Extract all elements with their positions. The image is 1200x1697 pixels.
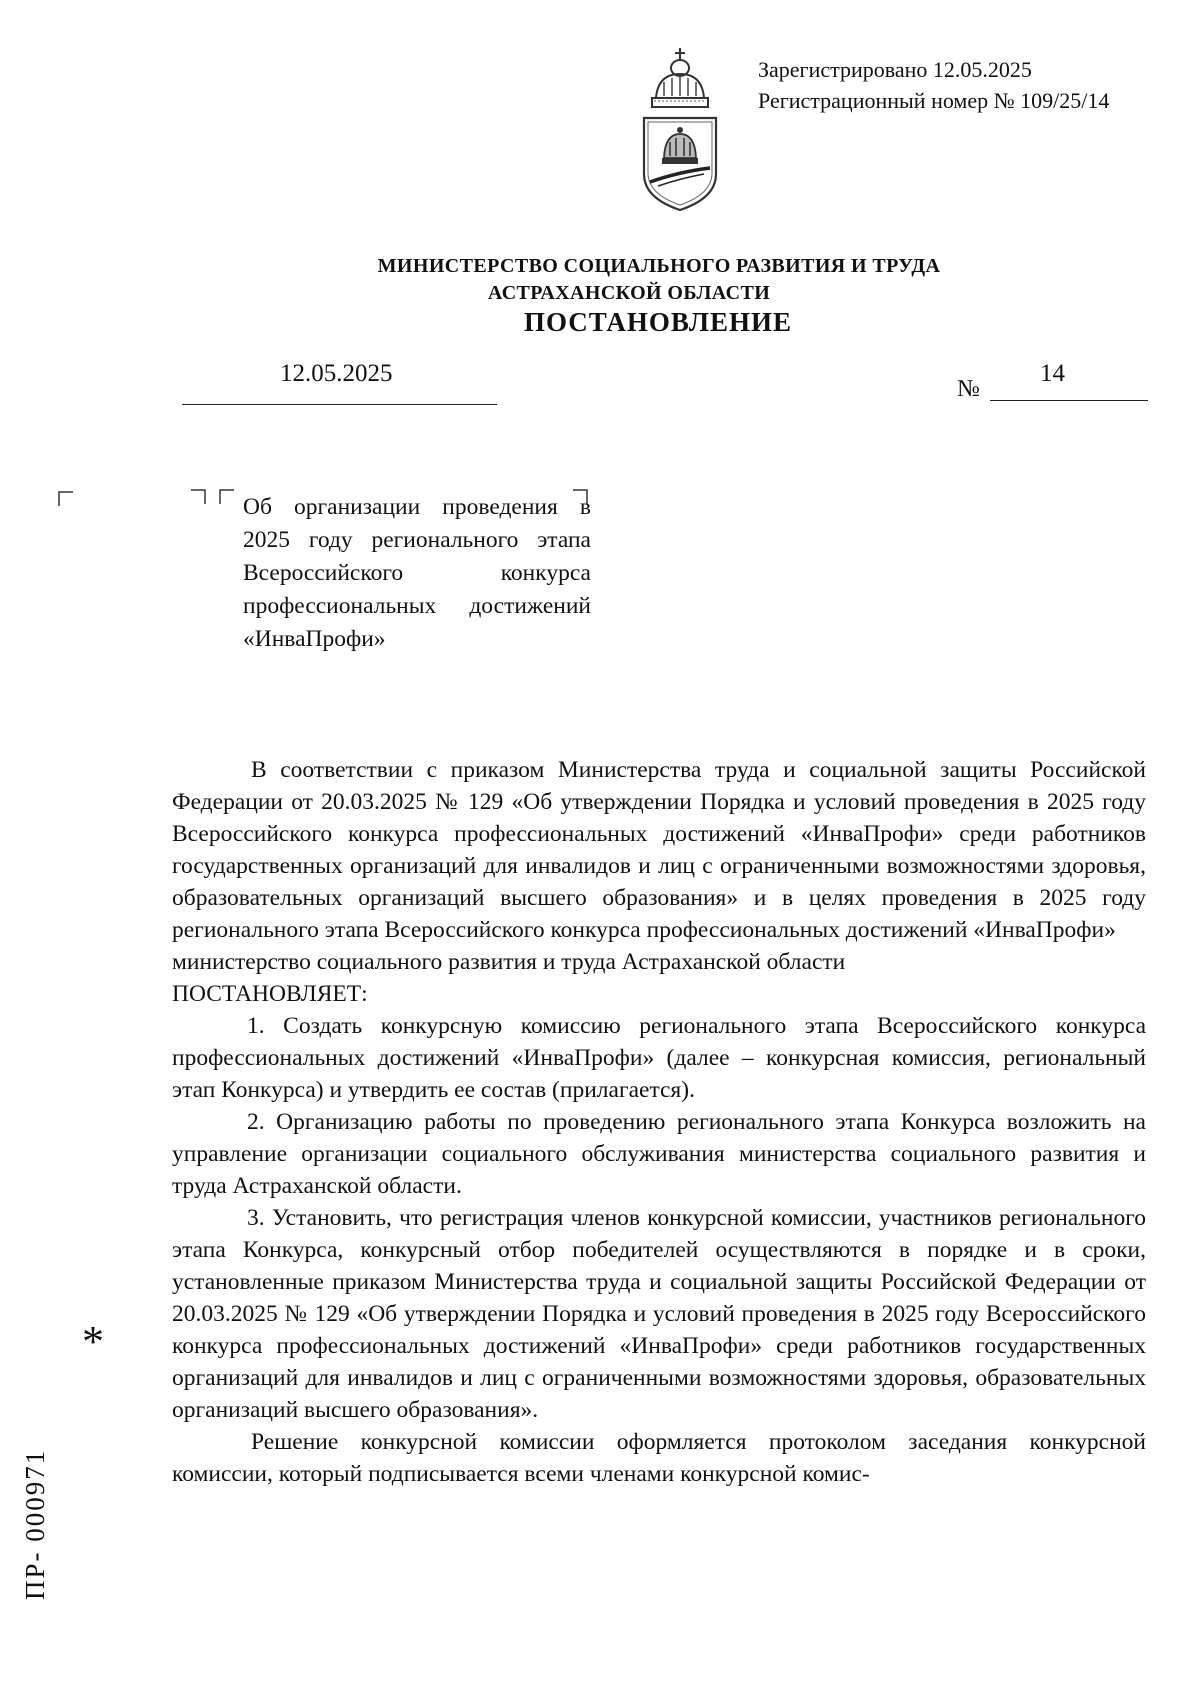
decision-paragraph: Решение конкурсной комиссии оформляется протоколом заседания конкурсной комиссии, который подписывается всеми членами конкурсной комис- — [172, 1429, 1146, 1487]
date-underline — [182, 404, 497, 405]
resolution-item-1: 1. Создать конкурсную комиссию регионального этапа Всероссийского конкурса профессиональных достижений «ИнваПрофи» (далее – конкурсная комиссия, региональный этап Конкурса) и утвердить ее состав (прилагается). — [172, 1013, 1146, 1103]
crown-shield-icon — [638, 46, 722, 214]
number-underline — [990, 400, 1148, 401]
registration-number: Регистрационный номер № 109/25/14 — [758, 88, 1110, 113]
ministry-name — [0, 253, 1200, 307]
registration-date: Зарегистрировано 12.05.2025 — [758, 57, 1032, 82]
document-number: 14 — [1040, 360, 1065, 387]
preamble-paragraph: В соответствии с приказом Министерства труда и социальной защиты Российской Федерации от 20.03.2025 № 129 «Об утверждении Порядка и условий проведения в 2025 году Всероссийского конкурса профессиональных достижений «ИнваПрофи» среди работников государственных организаций для инвалидов и лиц с ограниченными возможностями здоровья, образовательных организаций высшего образования» и в целях проведения в 2025 году регионального этапа Всероссийского конкурса профессиональных достижений «ИнваПрофи» — [172, 757, 1146, 943]
corner-mark-left — [58, 491, 74, 510]
resolution-item-3: 3. Установить, что регистрация членов конкурсной комиссии, участников регионального этапа Конкурса, конкурсный отбор победителей осуществляются в порядке и в сроки, установленные приказом Министерства труда и социальной защиты Российской Федерации от 20.03.2025 № 129 «Об утверждении Порядка и условий проведения в 2025 году Всероссийского конкурса профессиональных достижений «ИнваПрофи» среди работников государственных организаций для инвалидов и лиц с ограниченными возможностями здоровья, образовательных организаций высшего образования». — [172, 1205, 1146, 1423]
corner-mark-left-angle — [219, 489, 235, 508]
number-sign: № — [957, 376, 980, 402]
document-body — [172, 754, 1146, 1490]
margin-document-code: ПР- 000971 — [20, 1448, 50, 1600]
issuer-line: министерство социального развития и труда Астраханской области — [172, 949, 846, 975]
document-subject: Об организации проведения в 2025 году регионального этапа Всероссийского конкурса профессиональных достижений «ИнваПрофи» — [243, 494, 591, 652]
ministry-name-line1: МИНИСТЕРСТВО СОЦИАЛЬНОГО РАЗВИТИЯ И ТРУДА — [377, 255, 941, 277]
corner-mark-right-angle — [190, 489, 206, 508]
margin-asterisk: * — [82, 1317, 104, 1366]
ministry-name-line2: АСТРАХАНСКОЙ ОБЛАСТИ — [487, 282, 771, 304]
document-date: 12.05.2025 — [280, 360, 393, 387]
document-type-title: ПОСТАНОВЛЕНИЕ — [523, 307, 793, 337]
resolution-item-2: 2. Организацию работы по проведению регионального этапа Конкурса возложить на управление организации социального обслуживания министерства социального развития и труда Астраханской области. — [172, 1109, 1146, 1199]
resolves-line: ПОСТАНОВЛЯЕТ: — [172, 981, 368, 1007]
registration-info — [758, 54, 1109, 116]
coat-of-arms-emblem — [638, 46, 722, 214]
